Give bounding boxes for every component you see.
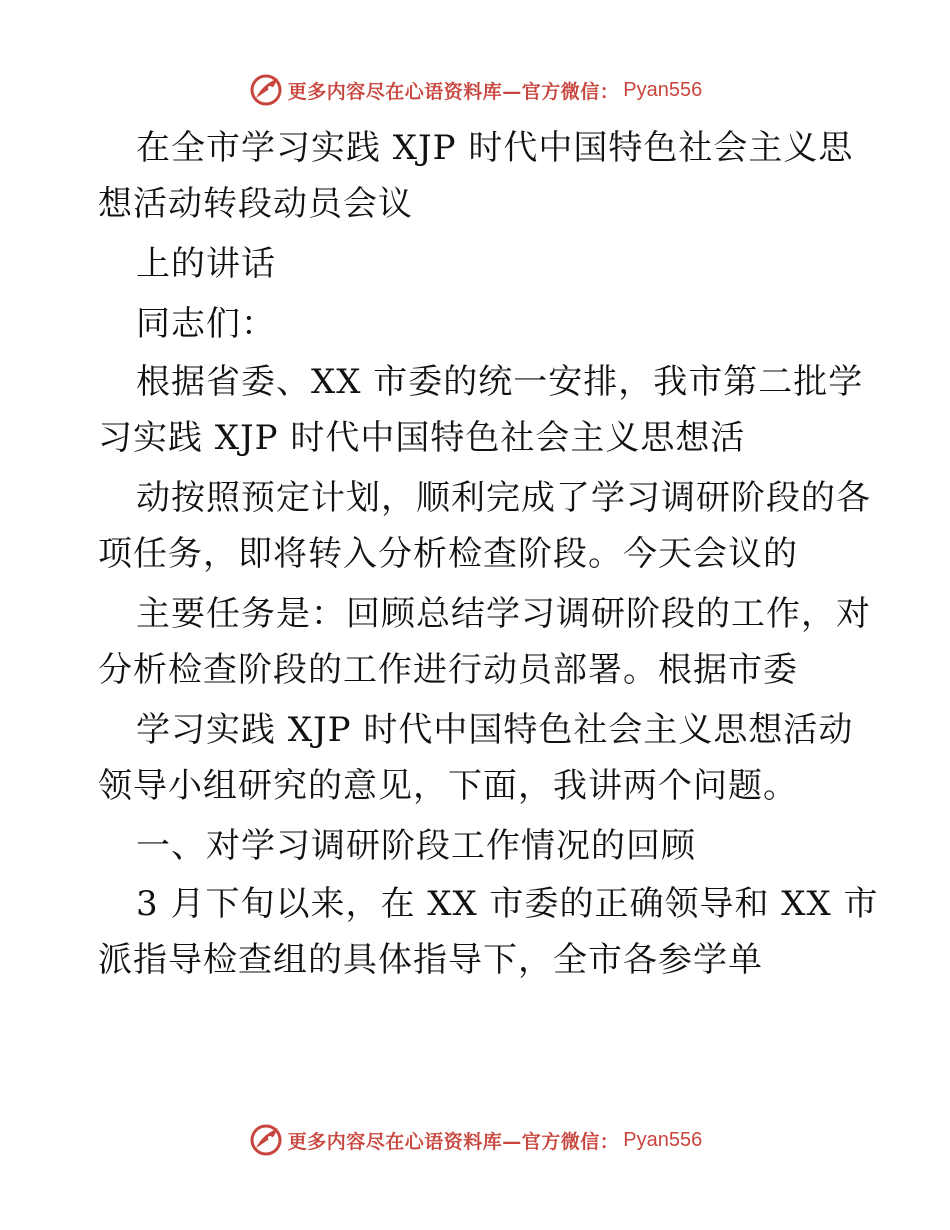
pen-logo-icon [248,72,284,108]
header-watermark-banner [0,70,950,110]
doc-line: 领导小组研究的意见，下面，我讲两个问题。 [98,766,798,806]
banner-slogan: 更多内容尽在心语资料库—官方微信： [287,1130,620,1153]
doc-line: 想活动转段动员会议 [98,184,413,224]
doc-line: 在全市学习实践 XJP 时代中国特色社会主义思 [136,128,854,168]
doc-line: 派指导检查组的具体指导下，全市各参学单 [98,940,763,980]
doc-line: 项任务，即将转入分析检查阶段。今天会议的 [98,534,798,574]
doc-line: 学习实践 XJP 时代中国特色社会主义思想活动 [136,710,854,750]
doc-line: 动按照预定计划，顺利完成了学习调研阶段的各 [136,478,871,518]
banner-wechat-id: Pyan556 [623,78,703,101]
doc-line: 主要任务是：回顾总结学习调研阶段的工作，对 [136,594,871,634]
doc-line: 根据省委、XX 市委的统一安排，我市第二批学 [136,362,864,402]
footer-watermark-banner [0,1120,950,1160]
doc-line: 3 月下旬以来，在 XX 市委的正确领导和 XX 市 [136,884,879,924]
banner-wechat-id: Pyan556 [623,1128,703,1151]
pen-logo-icon [248,1122,284,1158]
doc-line: 上的讲话 [136,244,276,284]
doc-line: 习实践 XJP 时代中国特色社会主义思想活 [98,418,746,458]
doc-line: 分析检查阶段的工作进行动员部署。根据市委 [98,650,798,690]
section-heading: 一、对学习调研阶段工作情况的回顾 [136,826,696,866]
doc-line: 同志们： [136,304,276,344]
banner-slogan: 更多内容尽在心语资料库—官方微信： [287,80,620,103]
